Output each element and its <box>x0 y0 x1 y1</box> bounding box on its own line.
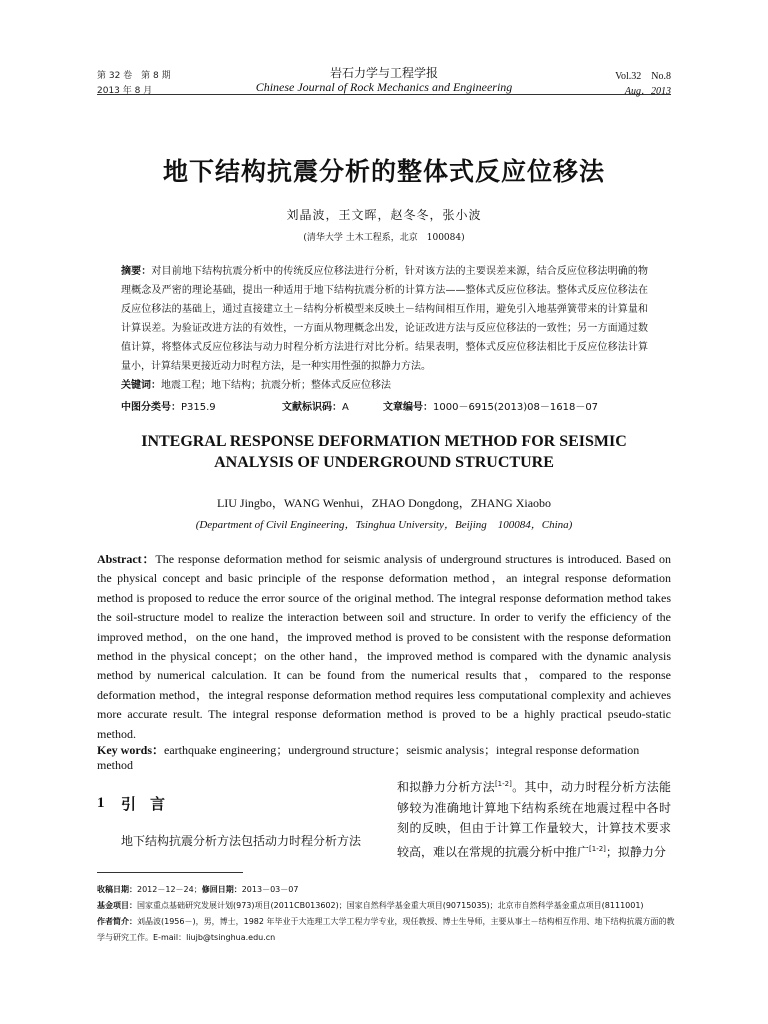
body-right-text-1: 和拟静力分析方法 <box>397 780 495 794</box>
paper-title-cn: 地下结构抗震分析的整体式反应位移法 <box>162 157 605 186</box>
revised-date: 2013－03－07 <box>241 885 299 894</box>
clc-number <box>121 398 216 413</box>
header-date-en: Aug．2013 <box>624 86 671 97</box>
keywords-cn-label: 关键词： <box>121 380 161 391</box>
received-label: 收稿日期： <box>97 885 137 894</box>
abstract-en <box>97 550 671 744</box>
art-value: 1000－6915(2013)08－1618－07 <box>433 402 599 413</box>
abstract-cn <box>121 262 648 376</box>
footnote-fund <box>97 898 677 914</box>
keywords-en <box>97 741 677 773</box>
body-right-column <box>397 774 671 862</box>
header-volume-cn: 第 32 卷 第 8 期 <box>97 71 171 81</box>
fund-text: 国家重点基础研究发展计划(973)项目(2011CB013602)；国家自然科学基金重大项目(90715035)；北京市自然科学基金重点项目(8111001) <box>137 901 644 910</box>
footnote-rule <box>97 872 243 873</box>
revised-label: 修回日期： <box>201 885 242 894</box>
keywords-cn-text: 地震工程；地下结构；抗震分析；整体式反应位移法 <box>161 380 391 391</box>
author-text: 刘晶波(1956－)，男，博士，1982 年毕业于大连理工大学工程力学专业，现任教授、博士生导师，主要从事土－结构相互作用、地下结构抗震方面的教学与研究工作。E-mail：liujb@tsinghua.edu.cn <box>97 917 675 942</box>
fund-label: 基金项目： <box>97 901 137 910</box>
doc-label: 文献标识码： <box>282 402 342 413</box>
paper-title-en-line2: ANALYSIS OF UNDERGROUND STRUCTURE <box>214 454 554 471</box>
journal-title-cn: 岩石力学与工程学报 <box>329 66 438 80</box>
abstract-cn-text: 对目前地下结构抗震分析中的传统反应位移法进行分析，针对该方法的主要误差来源，结合反应位移法明确的物理概念及严密的理论基础，提出一种适用于地下结构抗震分析的计算方法——整体式反应位移法。整体式反应位移法在反应位移法的基础上，通过直接建立土－结构分析模型来反映土－结构间相互作用，避免引入地基弹簧带来的计算量和计算误差。为验证改进方法的有效性，一方面从物理概念出发，论证改进方法与反应位移法的一致性；另一方面通过数值计算，将整体式反应位移法与动力时程分析方法进行对比分析。结果表明，整体式反应位移法相比于反应位移法计算量小，计算结果更接近动力时程方法，是一种实用性强的拟静力方法。 <box>121 266 649 372</box>
keywords-cn <box>121 376 648 395</box>
header-date-cn: 2013 年 8 月 <box>97 86 153 96</box>
journal-title-en: Chinese Journal of Rock Mechanics and Engineering <box>255 80 513 94</box>
art-label: 文章编号： <box>383 402 433 413</box>
body-right-text-2: 。其中，动力时程分析方法能够较为准确地计算地下结构系统在地震过程中各时刻的反映，但由于计算工作量较大，计算技术要求较高，难以在常规的抗震分析中推广 <box>397 780 671 859</box>
paper-title-en-line1: INTEGRAL RESPONSE DEFORMATION METHOD FOR SEISMIC <box>141 433 627 450</box>
header-volume-en: Vol.32 No.8 <box>615 71 671 82</box>
keywords-en-label: Key words： <box>97 743 164 757</box>
abstract-en-text: The response deformation method for seismic analysis of underground structures is introduced. Based on the physical concept and basic principle of the response deformation method，an integral response deformation method is proposed to reduce the error source of the original method. The integral response deformation method takes the soil-structure model to realize the interaction between soil and structure. In order to verify the efficiency of the improved method，on the one hand，the improved method is proved to be consistent with the response deformation method in the physical concept；on the other hand，the improved method is compared with the dynamic analysis method by numerical calculation. It can be found from the numerical results that，compared to the response deformation method，the integral response deformation method requires less computational complexity and achieves more accurate result. The integral response deformation method is proved to be a highly practical pseudo-static method. <box>97 552 671 741</box>
document-code <box>282 398 349 413</box>
authors-cn: 刘晶波，王文晖，赵冬冬，张小波 <box>286 208 482 222</box>
affiliation-en: (Department of Civil Engineering，Tsinghua University，Beijing 100084，China) <box>195 519 573 531</box>
footnote-author <box>97 914 677 946</box>
abstract-cn-label: 摘要： <box>121 266 152 277</box>
citation-1: [1-2] <box>494 780 512 788</box>
author-label: 作者简介： <box>97 917 137 926</box>
clc-value: P315.9 <box>181 402 216 413</box>
authors-en: LIU Jingbo，WANG Wenhui，ZHAO Dongdong，ZHANG Xiaobo <box>216 496 552 510</box>
footnotes <box>97 882 677 946</box>
header-rule <box>97 94 671 95</box>
abstract-en-label: Abstract： <box>97 552 156 566</box>
paper-title-en <box>0 431 768 473</box>
article-number <box>383 398 598 413</box>
section-number: 1 <box>97 795 105 811</box>
body-right-text-3: ；拟静力分 <box>605 844 666 859</box>
doc-value: A <box>342 402 349 413</box>
section-title: 引言 <box>121 795 180 813</box>
footnote-dates <box>97 882 677 898</box>
received-date: 2012－12－24； <box>137 885 202 894</box>
clc-label: 中图分类号： <box>121 402 181 413</box>
citation-2: [1-2] <box>589 844 606 853</box>
affiliation-cn: (清华大学 土木工程系，北京 100084) <box>303 233 465 243</box>
keywords-en-text: earthquake engineering；underground structure；seismic analysis；integral response deformation method <box>97 743 640 772</box>
body-left-column: 地下结构抗震分析方法包括动力时程分析方法 <box>121 834 362 848</box>
